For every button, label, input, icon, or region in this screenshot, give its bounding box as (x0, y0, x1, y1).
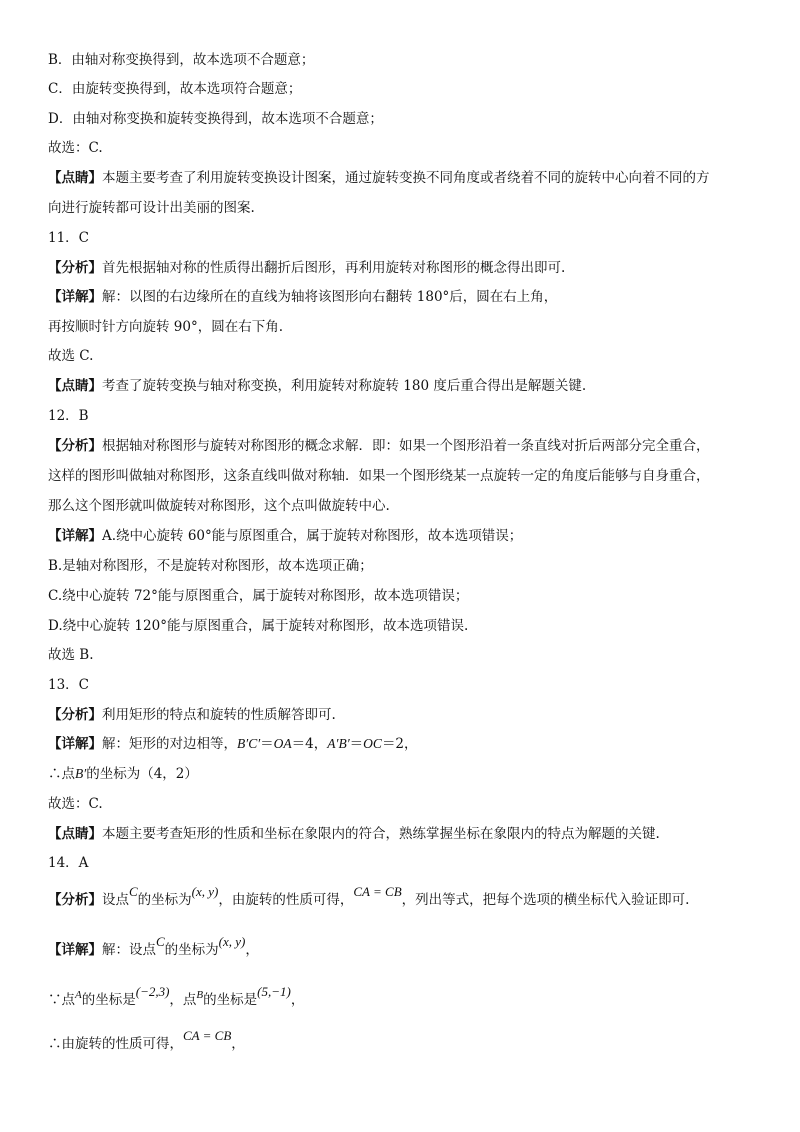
line-text: 根据轴对称图形与旋转对称图形的概念求解．即：如果一个图形沿着一条直线对折后两部分完全重合， (102, 438, 710, 454)
question-number (48, 675, 89, 695)
line-text: 首先根据轴对称的性质得出翻折后图形，再利用旋转对称图形的概念得出即可. (102, 260, 566, 276)
math-term: CA = CB (183, 1028, 232, 1043)
text-line (48, 734, 418, 754)
line-text: 的坐标为（4，2） (86, 766, 198, 782)
math-term: B′ (75, 766, 87, 781)
line-text: 解：设点 (102, 942, 156, 958)
line-text: D．由轴对称变换和旋转变换得到，故本选项不合题意； (48, 111, 383, 127)
line-text: C．由旋转变换得到，故本选项符合题意； (48, 81, 302, 97)
text-line (48, 198, 255, 218)
math-term: CA = CB (353, 884, 402, 899)
line-text: 故选：C. (48, 140, 103, 156)
line-text: 利用矩形的特点和旋转的性质解答即可. (102, 707, 336, 723)
section-tag: 【点睛】 (48, 378, 102, 394)
text-line (48, 984, 305, 1011)
line-text: 本题主要考查矩形的性质和坐标在象限内的符合，熟练掌握坐标在象限内的特点为解题的关键. (102, 826, 660, 842)
line-text: ∴由旋转的性质可得， (48, 1036, 183, 1052)
math-term: C (129, 884, 138, 899)
line-text: 11．C (48, 230, 90, 246)
math-term: (−2,3) (135, 984, 170, 999)
text-line (48, 526, 522, 546)
math-term: A′B′ (327, 736, 350, 751)
line-text: ＝4， (291, 736, 328, 752)
section-tag: 【详解】 (48, 289, 102, 305)
text-line (48, 109, 383, 129)
text-line (48, 586, 468, 606)
line-text: 的坐标是 (203, 992, 258, 1008)
text-line (48, 138, 103, 158)
text-line (48, 346, 93, 366)
text-line (48, 436, 710, 456)
text-line (48, 79, 301, 99)
line-text: C.绕中心旋转 72°能与原图重合，属于旋转对称图形，故本选项错误； (48, 588, 469, 604)
line-text: 13．C (48, 677, 90, 693)
math-term: OA (273, 736, 292, 751)
line-text: 的坐标为 (164, 942, 219, 958)
math-term: (x, y) (218, 934, 246, 949)
text-line (48, 258, 565, 278)
line-text: ∵点 (48, 992, 75, 1008)
section-tag: 【分析】 (48, 438, 102, 454)
math-term: B′C′ (237, 736, 261, 751)
text-line (48, 317, 283, 337)
section-tag: 【详解】 (48, 942, 102, 958)
math-term: (5,−1) (257, 984, 291, 999)
line-text: ＝2， (381, 736, 418, 752)
question-number (48, 228, 89, 248)
line-text: 的坐标是 (81, 992, 136, 1008)
text-line (48, 168, 710, 188)
text-line (48, 1028, 245, 1054)
math-term: OC (363, 736, 382, 751)
line-text: ＝ (349, 736, 364, 752)
line-text: ，列出等式，把每个选项的横坐标代入验证即可. (401, 892, 690, 908)
math-term: A (75, 989, 82, 1001)
text-line (48, 934, 259, 960)
line-text: 那么这个图形就叫做旋转对称图形，这个点叫做旋转中心. (48, 498, 390, 514)
line-text: 考查了旋转变换与轴对称变换，利用旋转对称旋转 180 度后重合得出是解题关键. (102, 378, 587, 394)
line-text: ，点 (169, 992, 197, 1008)
text-line (48, 376, 586, 396)
section-tag: 【详解】 (48, 736, 102, 752)
line-text: ＝ (260, 736, 274, 752)
line-text: 解：以图的右边缘所在的直线为轴将该图形向右翻转 180°后，圆在右上角， (102, 289, 558, 305)
text-line (48, 705, 336, 725)
question-number (48, 853, 88, 873)
text-line (48, 50, 314, 70)
line-text: 的坐标为 (137, 892, 192, 908)
line-text: ， (231, 1036, 245, 1052)
question-number (48, 406, 89, 426)
line-text: 这样的图形叫做轴对称图形，这条直线叫做对称轴．如果一个图形绕某一点旋转一定的角度后能够与自身重合， (48, 468, 710, 484)
math-term: (x, y) (191, 884, 219, 899)
section-tag: 【分析】 (48, 892, 102, 908)
line-text: 向进行旋转都可设计出美丽的图案. (48, 200, 255, 216)
line-text: B．由轴对称变换得到，故本选项不合题意； (48, 52, 315, 68)
text-line (48, 794, 103, 814)
text-line (48, 884, 690, 910)
text-line (48, 556, 373, 576)
line-text: 设点 (102, 892, 129, 908)
section-tag: 【点睛】 (48, 826, 102, 842)
line-text: 再按顺时针方向旋转 90°，圆在右下角. (48, 319, 284, 335)
section-tag: 【分析】 (48, 707, 102, 723)
line-text: 故选：C. (48, 796, 103, 812)
text-line (48, 466, 710, 486)
line-text: D.绕中心旋转 120°能与原图重合，属于旋转对称图形，故本选项错误. (48, 618, 469, 634)
text-line (48, 496, 390, 516)
line-text: 12．B (48, 408, 89, 424)
line-text: ， (245, 942, 259, 958)
math-term: B (196, 989, 204, 1001)
text-line (48, 764, 198, 784)
line-text: ， (290, 992, 305, 1008)
line-text: 14．A (48, 855, 89, 871)
text-line (48, 824, 660, 844)
section-tag: 【分析】 (48, 260, 102, 276)
line-text: ∴点 (48, 766, 75, 782)
line-text: A.绕中心旋转 60°能与原图重合，属于旋转对称图形，故本选项错误； (102, 528, 523, 544)
text-line (48, 616, 468, 636)
line-text: 解：矩形的对边相等， (102, 736, 237, 752)
line-text: 故选 B. (48, 647, 94, 663)
text-line (48, 645, 94, 665)
section-tag: 【详解】 (48, 528, 102, 544)
line-text: B.是轴对称图形，不是旋转对称图形，故本选项正确； (48, 558, 373, 574)
line-text: 故选 C. (48, 348, 94, 364)
math-term: C (156, 934, 165, 949)
line-text: 本题主要考查了利用旋转变换设计图案，通过旋转变换不同角度或者绕着不同的旋转中心向着不同的方 (102, 170, 710, 186)
section-tag: 【点睛】 (48, 170, 102, 186)
text-line (48, 287, 557, 307)
line-text: ，由旋转的性质可得， (218, 892, 354, 908)
